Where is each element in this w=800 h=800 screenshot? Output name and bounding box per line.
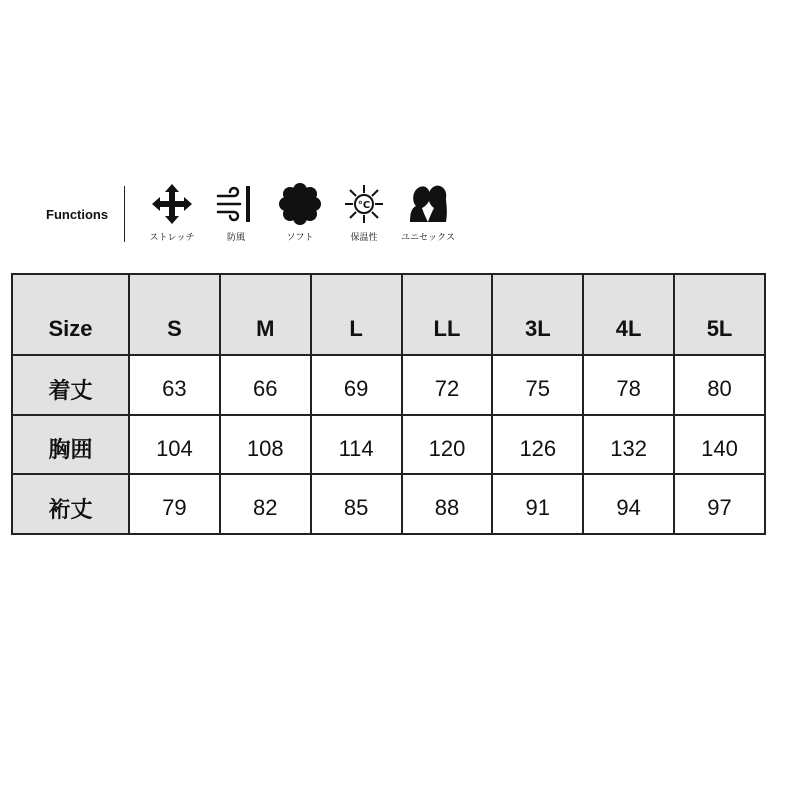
table-cell: 69 [311, 355, 402, 415]
table-cell: 66 [220, 355, 311, 415]
row-label: 裄丈 [12, 474, 129, 534]
function-label: ユニセックス [401, 232, 455, 242]
size-header-cell: 5L [674, 274, 765, 355]
table-cell: 72 [402, 355, 493, 415]
row-label: 着丈 [12, 355, 129, 415]
table-cell: 63 [129, 355, 220, 415]
table-cell: 126 [492, 415, 583, 475]
function-label: ソフト [286, 232, 314, 242]
table-cell: 132 [583, 415, 674, 475]
function-soft [271, 182, 329, 243]
heat-retention-icon [342, 182, 386, 226]
table-cell: 140 [674, 415, 765, 475]
table-cell: 94 [583, 474, 674, 534]
function-windproof [207, 182, 265, 243]
table-cell: 108 [220, 415, 311, 475]
table-cell: 114 [311, 415, 402, 475]
function-label: 防風 [226, 232, 245, 242]
windproof-icon [214, 182, 258, 226]
table-cell: 91 [492, 474, 583, 534]
function-stretch [143, 182, 201, 243]
table-cell: 80 [674, 355, 765, 415]
table-cell: 120 [402, 415, 493, 475]
svg-text:°C: °C [357, 200, 371, 211]
stretch-arrows-icon [150, 182, 194, 226]
table-cell: 88 [402, 474, 493, 534]
table-cell: 78 [583, 355, 674, 415]
size-header-cell: M [220, 274, 311, 355]
size-chart-table [11, 273, 766, 535]
table-cell: 85 [311, 474, 402, 534]
unisex-icon [406, 182, 450, 226]
table-row [12, 355, 765, 415]
table-cell: 104 [129, 415, 220, 475]
table-cell: 82 [220, 474, 311, 534]
size-header-cell: 3L [492, 274, 583, 355]
function-heat-retention [335, 182, 393, 243]
table-row [12, 474, 765, 534]
table-cell: 79 [129, 474, 220, 534]
size-header-cell: LL [402, 274, 493, 355]
table-row [12, 415, 765, 475]
size-header-cell: 4L [583, 274, 674, 355]
function-unisex [399, 182, 457, 243]
size-header-cell: S [129, 274, 220, 355]
size-header-label: Size [12, 274, 129, 355]
function-label: ストレッチ [149, 232, 195, 242]
function-label: 保温性 [350, 232, 378, 242]
table-cell: 75 [492, 355, 583, 415]
functions-divider [124, 186, 125, 242]
size-header-cell: L [311, 274, 402, 355]
functions-legend [46, 182, 463, 248]
table-cell: 97 [674, 474, 765, 534]
soft-flower-icon [278, 182, 322, 226]
size-header-row [12, 274, 765, 355]
row-label: 胸囲 [12, 415, 129, 475]
functions-label: Functions [46, 207, 109, 222]
